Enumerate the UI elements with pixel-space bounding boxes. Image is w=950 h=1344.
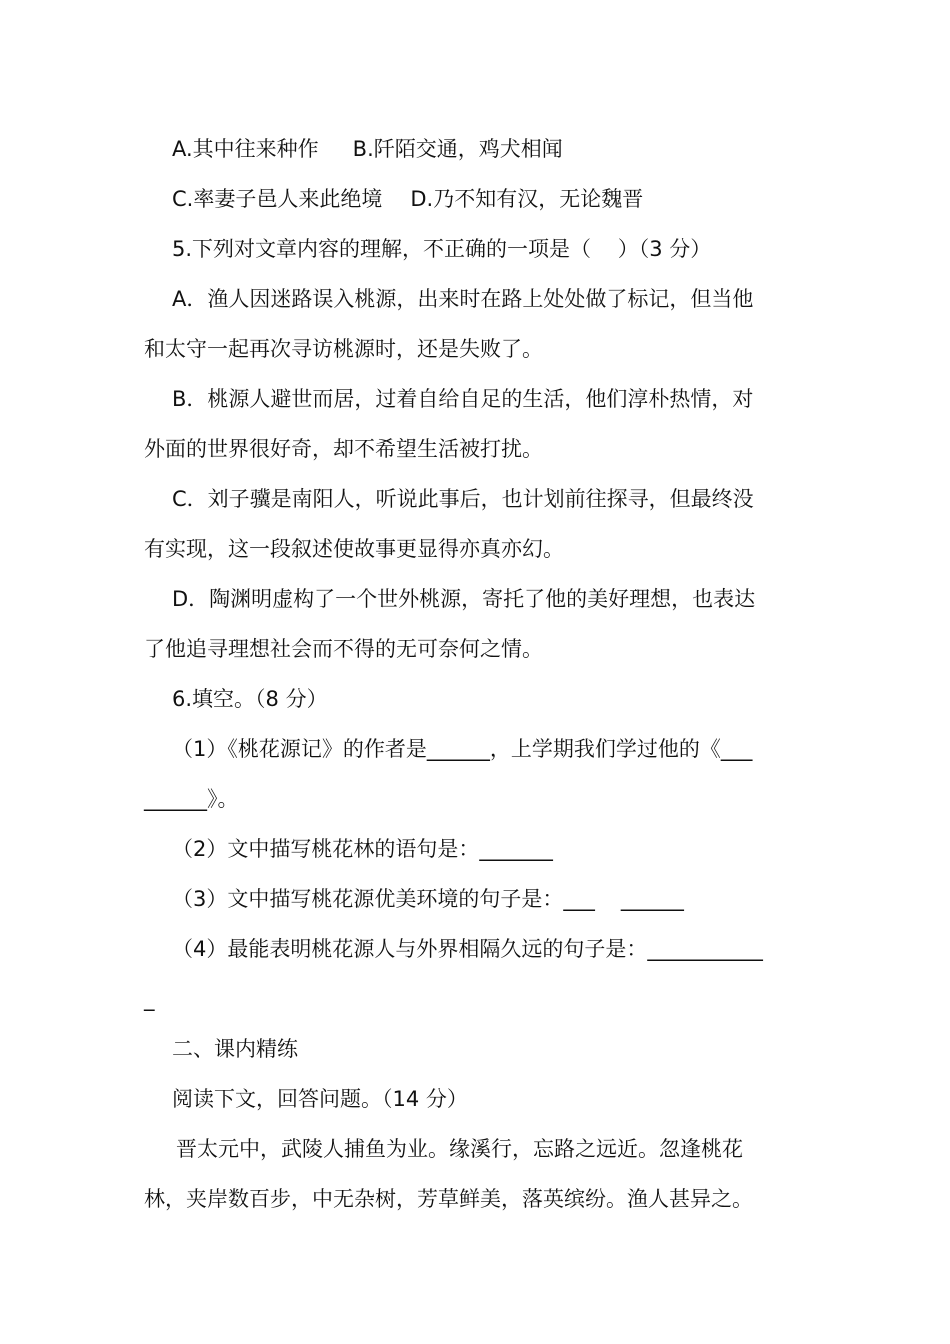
q4-options-row-1 (172, 134, 563, 164)
q5-stem: 5.下列对文章内容的理解，不正确的一项是（ ）（3 分） (172, 237, 712, 261)
q4-option-a: A.其中往来种作 (172, 137, 319, 161)
section-2-instruction: 阅读下文，回答问题。（14 分） (172, 1087, 468, 1111)
q4-option-b: B.阡陌交通，鸡犬相闻 (352, 137, 563, 161)
q5-option-a-line-1: A．渔人因迷路误入桃源，出来时在路上处处做了标记，但当他 (172, 287, 754, 311)
q5-option-b-line-2: 外面的世界很好奇，却不希望生活被打扰。 (144, 437, 543, 461)
q5-option-d-line-2: 了他追寻理想社会而不得的无可奈何之情。 (144, 637, 543, 661)
q6-item-1-line-1: （1）《桃花源记》的作者是______，上学期我们学过他的《___ (172, 737, 753, 761)
q6-stem: 6.填空。（8 分） (172, 687, 328, 711)
q5-option-c-line-1: C．刘子骥是南阳人，听说此事后，也计划前往探寻，但最终没 (172, 487, 754, 511)
q4-option-d: D.乃不知有汉，无论魏晋 (410, 187, 644, 211)
q6-item-4-line-1: （4）最能表明桃花源人与外界相隔久远的句子是：___________ (172, 937, 763, 961)
q4-option-c: C.率妻子邑人来此绝境 (172, 187, 383, 211)
q5-option-a-line-2: 和太守一起再次寻访桃源时，还是失败了。 (144, 337, 543, 361)
q6-item-3 (172, 884, 684, 914)
q6-item-3-blank: ______ (620, 887, 684, 911)
q6-item-1-line-2: ______》。 (144, 787, 239, 811)
q5-option-d-line-1: D．陶渊明虚构了一个世外桃源，寄托了他的美好理想，也表达 (172, 587, 756, 611)
q6-item-2: （2）文中描写桃花林的语句是：_______ (172, 837, 553, 861)
q4-options-row-2 (172, 184, 643, 214)
passage-line-1: 晋太元中，武陵人捕鱼为业。缘溪行，忘路之远近。忽逢桃花 (176, 1137, 743, 1161)
section-2-heading: 二、课内精练 (172, 1037, 298, 1061)
q5-option-c-line-2: 有实现，这一段叙述使故事更显得亦真亦幻。 (144, 537, 564, 561)
q5-option-b-line-1: B．桃源人避世而居，过着自给自足的生活，他们淳朴热情，对 (172, 387, 754, 411)
q6-item-4-line-2: _ (144, 987, 155, 1011)
passage-line-2: 林，夹岸数百步，中无杂树，芳草鲜美，落英缤纷。渔人甚异之。 (144, 1187, 753, 1211)
q6-item-3-text: （3）文中描写桃花源优美环境的句子是：___ (172, 887, 595, 911)
